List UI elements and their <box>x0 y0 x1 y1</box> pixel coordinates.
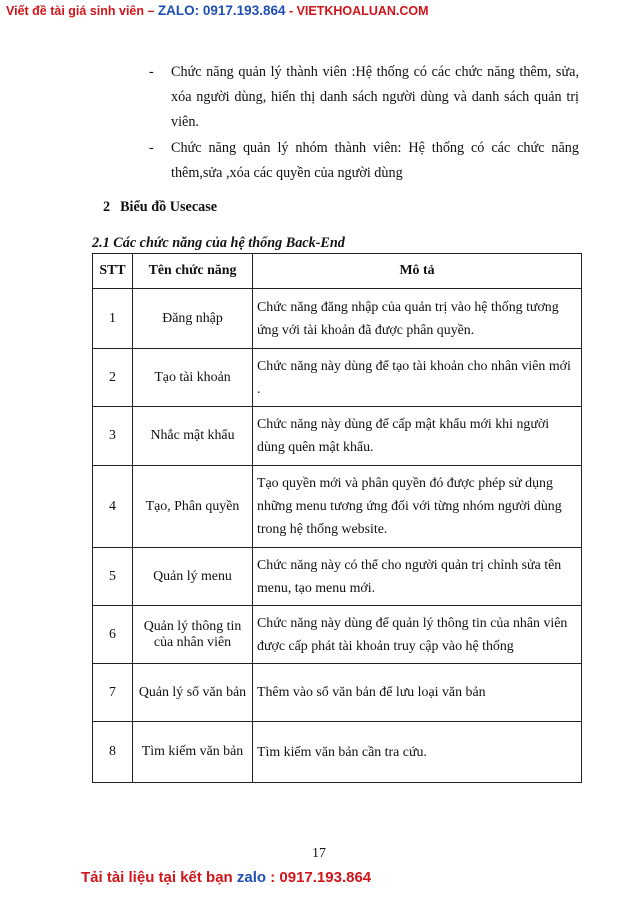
bullet-text: Chức năng quản lý nhóm thành viên: Hệ thống có các chức năng thêm,sửa ,xóa các quyền của người dùng <box>171 140 579 181</box>
cell-stt: 3 <box>93 407 133 466</box>
cell-function-name: Quản lý thông tin của nhân viên <box>133 606 253 664</box>
page-number: 17 <box>312 846 326 861</box>
cell-description: Chức năng này dùng để cấp mật khẩu mới khi người dùng quên mật khẩu. <box>253 407 582 466</box>
table-row <box>93 349 582 407</box>
cell-description: Chức năng này dùng để quản lý thông tin của nhân viên được cấp phát tài khoản truy cập vào hệ thống <box>253 606 582 664</box>
top-banner-suffix[interactable]: - VIETKHOALUAN.COM <box>285 4 429 18</box>
cell-stt: 8 <box>93 722 133 783</box>
section-heading-usecase <box>103 199 217 216</box>
cell-stt: 4 <box>93 466 133 548</box>
table-row <box>93 407 582 466</box>
cell-stt: 5 <box>93 548 133 606</box>
cell-stt: 6 <box>93 606 133 664</box>
section-number: 2 <box>103 199 111 215</box>
cell-description: Chức năng này dùng để tạo tài khoản cho nhân viên mới . <box>253 349 582 407</box>
cell-description: Chức năng đăng nhập của quản trị vào hệ thống tương ứng với tài khoản đã được phân quyền. <box>253 289 582 349</box>
cell-function-name: Đăng nhập <box>133 289 253 349</box>
top-banner-phone[interactable]: ZALO: 0917.193.864 <box>157 3 286 18</box>
bottom-banner-zalo[interactable]: zalo <box>236 869 267 886</box>
bottom-banner-suffix[interactable]: : 0917.193.864 <box>266 869 372 886</box>
bullet-dash: - <box>149 64 154 80</box>
cell-stt: 7 <box>93 664 133 722</box>
cell-function-name: Tạo tài khoản <box>133 349 253 407</box>
top-banner <box>6 3 632 18</box>
bullet-member-management <box>149 60 579 135</box>
cell-description: Chức năng này có thể cho người quản trị chỉnh sửa tên menu, tạo menu mới. <box>253 548 582 606</box>
bullet-group-management <box>149 136 579 186</box>
table-row <box>93 664 582 722</box>
top-banner-prefix: Viết đề tài giá sinh viên – <box>6 4 158 18</box>
bullet-list <box>149 60 579 187</box>
header-stt: STT <box>93 254 133 289</box>
bottom-banner <box>81 869 371 886</box>
cell-description: Thêm vào sổ văn bản để lưu loại văn bản <box>253 664 582 722</box>
cell-function-name: Quản lý sổ văn bản <box>133 664 253 722</box>
table-row <box>93 289 582 349</box>
header-description: Mô tả <box>253 254 582 289</box>
cell-stt: 2 <box>93 349 133 407</box>
header-function-name: Tên chức năng <box>133 254 253 289</box>
function-table <box>92 253 582 783</box>
table-row <box>93 722 582 783</box>
cell-function-name: Tạo, Phân quyền <box>133 466 253 548</box>
subsection-heading-backend: 2.1 Các chức năng của hệ thống Back-End <box>92 235 345 251</box>
table-row <box>93 548 582 606</box>
cell-function-name: Nhắc mật khẩu <box>133 407 253 466</box>
cell-function-name: Quản lý menu <box>133 548 253 606</box>
table-row <box>93 466 582 548</box>
table-row <box>93 606 582 664</box>
cell-function-name: Tìm kiếm văn bản <box>133 722 253 783</box>
cell-description: Tạo quyền mới và phân quyền đó được phép sử dụng những menu tương ứng đối với từng nhóm người dùng trong hệ thống website. <box>253 466 582 548</box>
bottom-banner-prefix: Tải tài liệu tại kết bạn <box>81 869 237 886</box>
bullet-text: Chức năng quản lý thành viên :Hệ thống có các chức năng thêm, sửa, xóa người dùng, hiển thị danh sách người dùng và danh sách quản trị viên. <box>171 64 579 130</box>
cell-description: Tìm kiếm văn bản cần tra cứu. <box>253 722 582 783</box>
bullet-dash: - <box>149 140 154 156</box>
table-header-row <box>93 254 582 289</box>
section-title: Biểu đồ Usecase <box>120 199 218 215</box>
cell-stt: 1 <box>93 289 133 349</box>
